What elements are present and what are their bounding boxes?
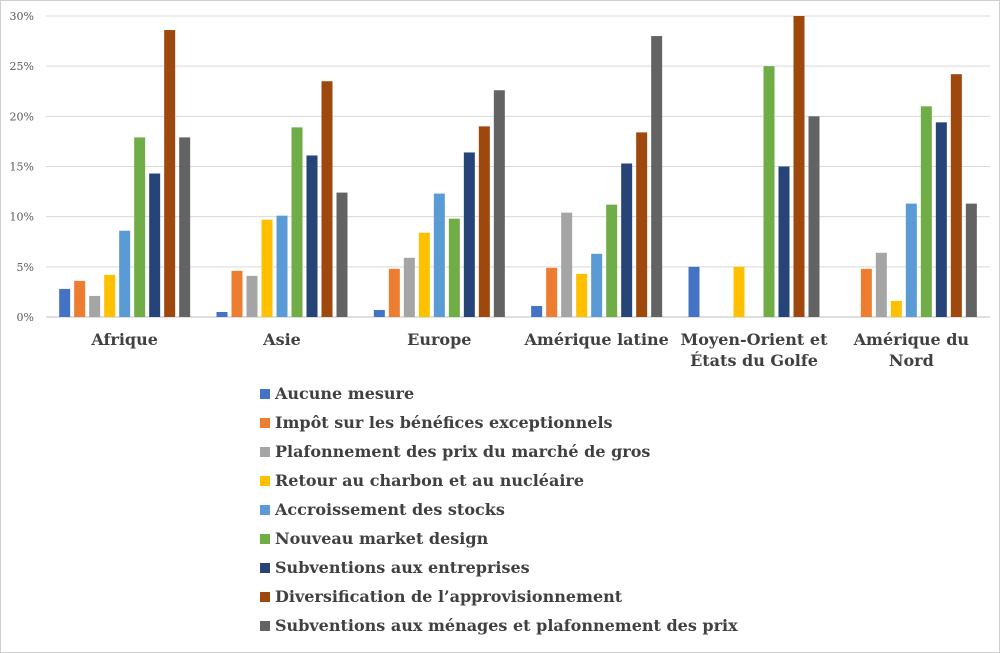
- bar: [779, 167, 790, 318]
- bar: [374, 310, 385, 317]
- legend-label: Retour au charbon et au nucléaire: [275, 471, 585, 490]
- x-axis: [90, 330, 969, 370]
- bar: [164, 30, 175, 317]
- bar: [104, 275, 115, 317]
- bar: [861, 269, 872, 317]
- bar: [464, 152, 475, 317]
- bar: [307, 155, 318, 317]
- bar: [606, 205, 617, 317]
- bar: [764, 66, 775, 317]
- bar: [389, 269, 400, 317]
- bar: [921, 106, 932, 317]
- bar: [591, 254, 602, 317]
- bar: [494, 90, 505, 317]
- x-category-label: Amérique du Nord: [853, 330, 970, 370]
- legend-swatch: [260, 447, 270, 457]
- bar: [74, 281, 85, 317]
- bar: [419, 233, 430, 317]
- bar: [119, 231, 130, 317]
- bar: [337, 193, 348, 317]
- bar: [262, 220, 273, 317]
- bar: [247, 276, 258, 317]
- legend-label: Subventions aux ménages et plafonnement des prix: [275, 616, 738, 635]
- x-category-label: Afrique: [91, 330, 158, 349]
- legend-label: Aucune mesure: [275, 384, 415, 403]
- bar: [149, 174, 160, 317]
- y-tick-label: 20%: [9, 110, 34, 124]
- bar: [734, 267, 745, 317]
- legend-swatch: [260, 505, 270, 515]
- y-tick-label: 25%: [9, 60, 34, 74]
- legend-swatch: [260, 621, 270, 631]
- bar: [531, 306, 542, 317]
- bar: [809, 116, 820, 317]
- bar: [292, 127, 303, 317]
- y-tick-label: 0%: [16, 311, 34, 324]
- bar: [277, 216, 288, 317]
- bar: [936, 122, 947, 317]
- bar: [59, 289, 70, 317]
- legend-swatch: [260, 592, 270, 602]
- bar: [134, 137, 145, 317]
- bar: [621, 163, 632, 317]
- bar: [449, 219, 460, 317]
- bar: [232, 271, 243, 317]
- bar: [891, 301, 902, 317]
- legend-swatch: [260, 534, 270, 544]
- y-tick-label: 5%: [16, 260, 34, 274]
- legend-label: Nouveau market design: [275, 529, 489, 548]
- legend-label: Impôt sur les bénéfices exceptionnels: [275, 413, 613, 432]
- bar: [179, 137, 190, 317]
- bar: [322, 81, 333, 317]
- y-tick-label: 15%: [9, 160, 34, 174]
- bar: [966, 204, 977, 317]
- legend-swatch: [260, 563, 270, 573]
- bar: [689, 267, 700, 317]
- bar: [576, 274, 587, 317]
- bar: [561, 213, 572, 317]
- bar: [434, 194, 445, 317]
- legend-swatch: [260, 418, 270, 428]
- bar: [906, 204, 917, 317]
- bar: [951, 74, 962, 317]
- y-axis: [10, 10, 34, 324]
- bar: [546, 268, 557, 317]
- bar: [651, 36, 662, 317]
- bar: [479, 126, 490, 317]
- y-tick-label: 10%: [9, 210, 34, 224]
- bar: [636, 132, 647, 317]
- legend-label: Subventions aux entreprises: [275, 558, 530, 577]
- legend-swatch: [260, 476, 270, 486]
- legend-swatch: [260, 389, 270, 399]
- bar: [794, 16, 805, 317]
- x-category-label: Moyen-Orient et États du Golfe: [680, 330, 828, 370]
- bar: [89, 296, 100, 317]
- legend-label: Plafonnement des prix du marché de gros: [275, 442, 651, 461]
- bar: [876, 253, 887, 317]
- bar: [217, 312, 228, 317]
- y-tick-label: 30%: [9, 10, 34, 23]
- x-category-label: Asie: [263, 330, 301, 349]
- bar: [404, 258, 415, 317]
- legend-label: Diversification de l’approvisionnement: [275, 587, 623, 606]
- legend-label: Accroissement des stocks: [275, 500, 505, 519]
- x-category-label: Europe: [407, 330, 472, 349]
- x-category-label: Amérique latine: [524, 330, 669, 349]
- legend: [260, 384, 738, 635]
